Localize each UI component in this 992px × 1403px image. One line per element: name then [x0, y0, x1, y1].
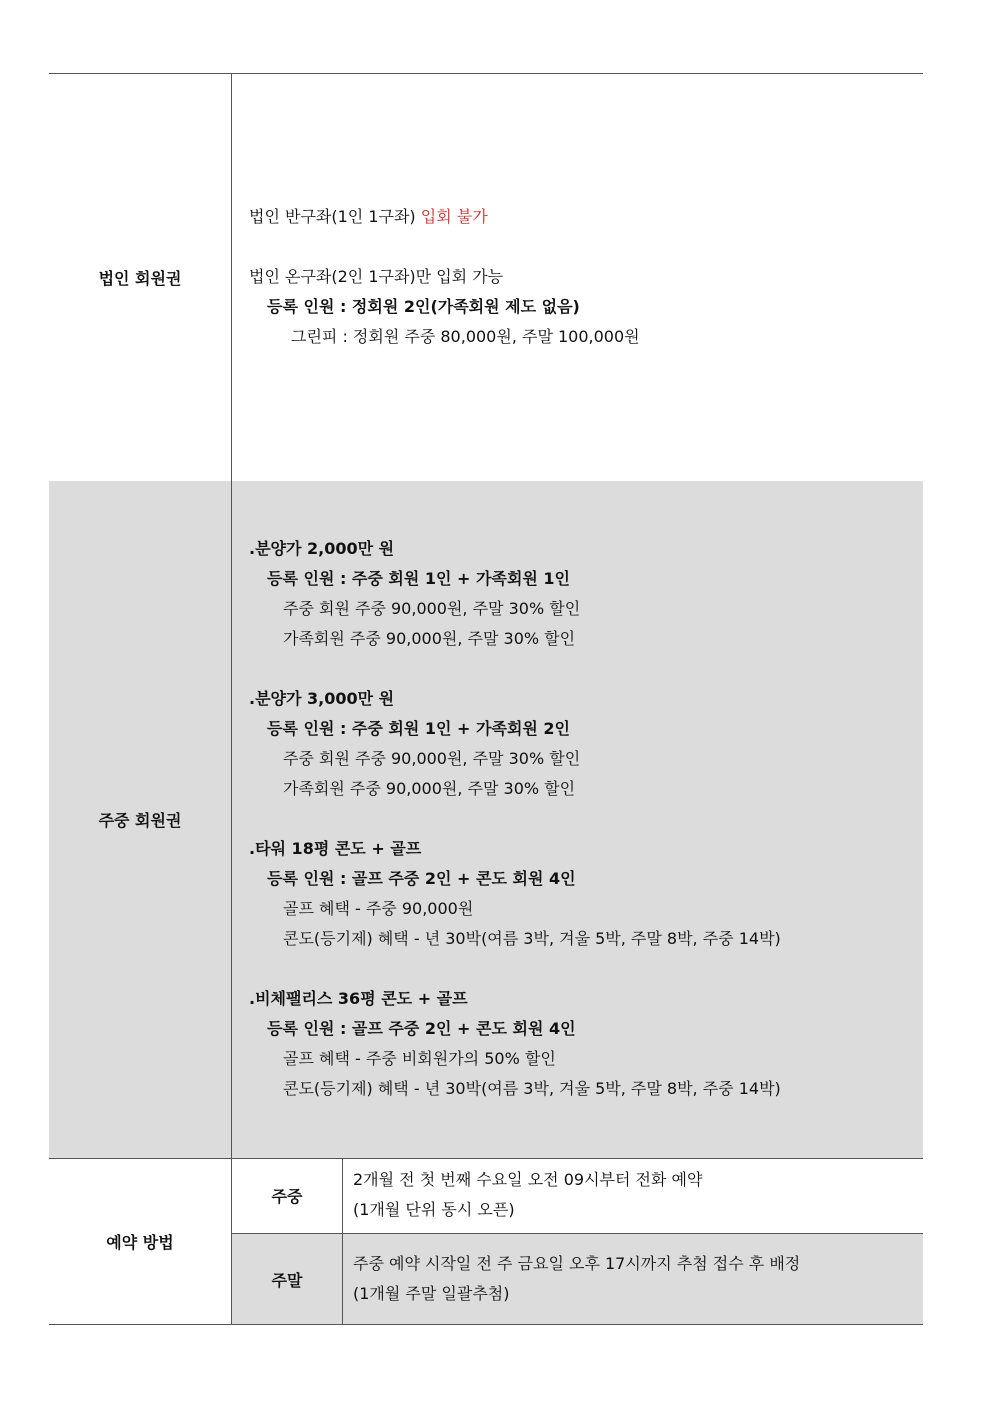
reservation-weekend-line2: (1개월 주말 일괄추첨): [353, 1284, 510, 1303]
reservation-weekday-line1: 2개월 전 첫 번째 수요일 오전 09시부터 전화 예약: [353, 1170, 703, 1189]
block-title: .분양가 2,000만 원: [249, 539, 395, 558]
block-registration: 등록 인원 : 골프 주중 2인 + 콘도 회원 4인: [267, 869, 576, 888]
weekday-label: 주중 회원권: [98, 811, 182, 830]
block-registration: 등록 인원 : 주중 회원 1인 + 가족회원 1인: [267, 569, 571, 588]
block-detail: 골프 혜택 - 주중 비회원가의 50% 할인: [283, 1049, 556, 1068]
block-detail: 골프 혜택 - 주중 90,000원: [283, 899, 474, 918]
block-detail: 주중 회원 주중 90,000원, 주말 30% 할인: [283, 749, 581, 768]
block-title: .비체팰리스 36평 콘도 + 골프: [249, 989, 468, 1008]
block-detail: 가족회원 주중 90,000원, 주말 30% 할인: [283, 779, 576, 798]
corporate-label: 법인 회원권: [98, 268, 182, 288]
reservation-label: 예약 방법: [106, 1232, 174, 1252]
sub-column-divider: [342, 1234, 343, 1324]
reservation-weekend-line1: 주중 예약 시작일 전 주 금요일 오후 17시까지 추첨 접수 후 배정: [353, 1254, 801, 1273]
block-title: .타워 18평 콘도 + 골프: [249, 839, 422, 858]
block-registration: 등록 인원 : 주중 회원 1인 + 가족회원 2인: [267, 719, 571, 738]
block-detail: 콘도(등기제) 혜택 - 년 30박(여름 3박, 겨울 5박, 주말 8박, 주중 14박): [283, 929, 781, 948]
weekday-row: [49, 481, 923, 1158]
not-allowed-text: 입회 불가: [420, 207, 488, 226]
corporate-registration: 등록 인원 : 정회원 2인(가족회원 제도 없음): [267, 297, 580, 316]
corporate-content: [249, 73, 919, 481]
block-detail: 가족회원 주중 90,000원, 주말 30% 할인: [283, 629, 576, 648]
block-registration: 등록 인원 : 골프 주중 2인 + 콘도 회원 4인: [267, 1019, 576, 1038]
weekday-content: [249, 481, 919, 1158]
column-divider: [231, 481, 232, 1158]
reservation-row: [49, 1158, 923, 1324]
block-detail: 주중 회원 주중 90,000원, 주말 30% 할인: [283, 599, 581, 618]
corporate-green-fee: 그린피 : 정회원 주중 80,000원, 주말 100,000원: [291, 327, 640, 346]
reservation-weekday-label: 주중: [271, 1187, 303, 1206]
block-title: .분양가 3,000만 원: [249, 689, 395, 708]
column-divider: [231, 73, 232, 481]
corporate-line-full-account: 법인 온구좌(2인 1구좌)만 입회 가능: [249, 267, 504, 286]
corporate-line-half-account: [249, 207, 488, 227]
reservation-weekend-label: 주말: [271, 1270, 303, 1290]
half-account-text: 법인 반구좌(1인 1구좌): [249, 207, 421, 226]
reservation-weekday-line2: (1개월 단위 동시 오픈): [353, 1200, 515, 1219]
corporate-row: [49, 73, 923, 481]
table-bottom-border: [49, 1324, 923, 1325]
block-detail: 콘도(등기제) 혜택 - 년 30박(여름 3박, 겨울 5박, 주말 8박, 주중 14박): [283, 1079, 781, 1098]
